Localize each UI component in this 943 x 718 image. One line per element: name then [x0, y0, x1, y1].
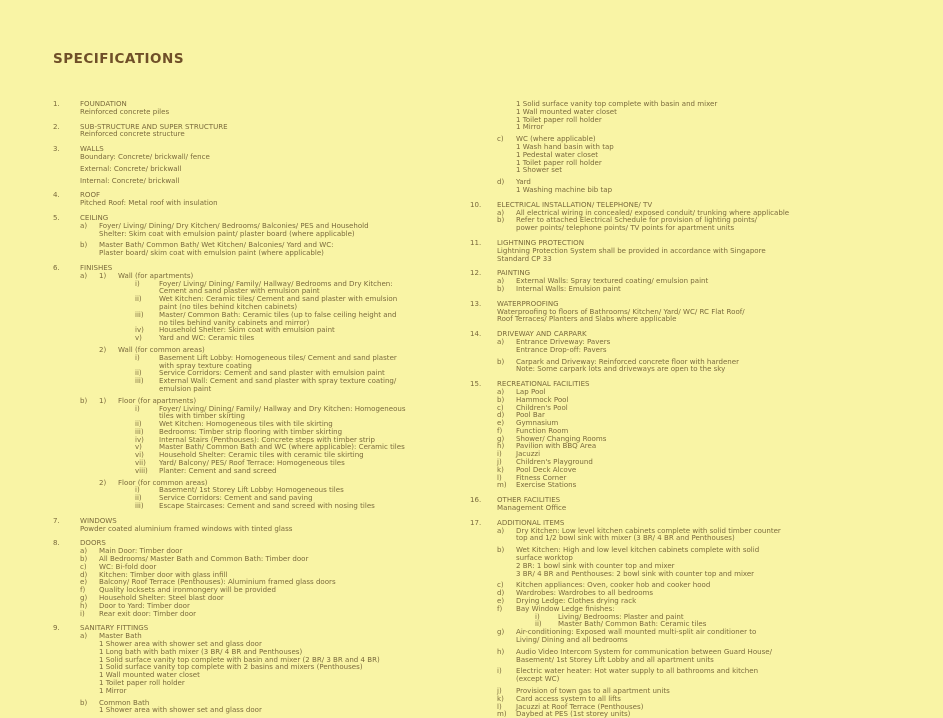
spec-line: Jacuzzi [516, 449, 541, 459]
spec-line: Bay Window Ledge finishes: [516, 603, 615, 613]
spec-section [53, 517, 453, 533]
spec-subitem [497, 442, 865, 450]
spec-line: 1 Toilet paper roll holder [516, 114, 602, 124]
section-number: 12. [470, 268, 482, 278]
spec-subitem [497, 481, 865, 489]
spec-subitem [99, 377, 453, 393]
spec-line: Rear exit door: Timber door [99, 608, 197, 618]
spec-line: Master/ Common Bath: Ceramic tiles (up to false ceiling height and [159, 309, 397, 319]
spec-line: Master Bath/ Common Bath and WC (where applicable): Ceramic tiles [159, 442, 405, 452]
spec-subitem [80, 699, 453, 715]
spec-section [470, 300, 865, 323]
spec-line: External Walls: Spray textured coating/ emulsion paint [516, 276, 709, 286]
spec-section [470, 380, 865, 489]
spec-line: Wet Kitchen: High and low level kitchen cabinets complete with solid [516, 545, 760, 555]
spec-line: Household Shelter: Steel blast door [99, 593, 224, 603]
spec-subitem [99, 295, 453, 311]
spec-section [53, 624, 453, 714]
spec-line: Exercise Stations [516, 480, 577, 490]
item-marker: a) [497, 276, 505, 286]
spec-line: Carpark and Driveway: Reinforced concrete floor with hardener [516, 356, 739, 366]
item-marker: 2) [99, 344, 107, 354]
spec-line: Basement/ 1st Storey Lift Lobby and all apartment units [516, 654, 714, 664]
spec-line: Service Corridors: Cement and sand plaster with emulsion paint [159, 368, 385, 378]
spec-line: All Bedrooms/ Master Bath and Common Bath: Timber door [99, 554, 309, 564]
finish-group [80, 272, 453, 342]
section-number: 10. [470, 199, 482, 209]
item-marker: a) [80, 631, 88, 641]
spec-subitem [497, 178, 865, 194]
spec-line: Internal: Concrete/ brickwall [80, 175, 180, 185]
item-marker: iii) [135, 309, 144, 319]
spec-line: Refer to attached Electrical Schedule for provision of lighting points/ [516, 215, 758, 225]
spec-line: (except WC) [516, 674, 560, 684]
section-number: 2. [53, 121, 60, 131]
spec-line: Door to Yard: Timber door [99, 600, 190, 610]
section-number: 5. [53, 212, 60, 222]
spec-subitem [80, 632, 453, 694]
spec-line: Escape Staircases: Cement and sand screed with nosing tiles [159, 501, 375, 511]
spec-line: OTHER FACILITIES [497, 495, 561, 505]
item-marker: m) [497, 480, 507, 490]
item-marker: e) [497, 418, 505, 428]
item-marker: a) [497, 207, 505, 217]
item-marker: vii) [135, 458, 146, 468]
item-marker: g) [497, 627, 505, 637]
section-number: 7. [53, 515, 60, 525]
spec-line: 1 Pedestal water closet [516, 149, 599, 159]
spec-line: surface worktop [516, 553, 573, 563]
spec-line: Roof Terraces/ Planters and Slabs where applicable [497, 314, 677, 324]
item-marker: a) [497, 336, 505, 346]
spec-line: SANITARY FITTINGS [80, 623, 149, 633]
sanitary-continued [470, 100, 865, 194]
spec-line: Living/ Dining and all bedrooms [516, 635, 628, 645]
item-marker: g) [497, 433, 505, 443]
section-number: 11. [470, 237, 482, 247]
spec-line: CEILING [80, 212, 109, 222]
item-marker: b) [80, 554, 88, 564]
spec-line: FOUNDATION [80, 99, 127, 108]
spec-section [470, 269, 865, 292]
spec-line: Wet Kitchen: Ceramic tiles/ Cement and sand plaster with emulsion [159, 294, 398, 304]
spec-section [53, 145, 453, 184]
spec-line: Internal Walls: Emulsion paint [516, 283, 621, 293]
section-number: 16. [470, 495, 482, 505]
spec-line: paint (no tiles behind kitchen cabinets) [159, 301, 298, 311]
spec-line: Children's Playground [516, 457, 593, 467]
spec-line: SUB-STRUCTURE AND SUPER STRUCTURE [80, 121, 228, 131]
spec-subitem [497, 358, 865, 374]
item-marker: a) [80, 546, 88, 556]
item-marker: iii) [135, 501, 144, 511]
spec-line: Planter: Cement and sand screed [159, 465, 277, 475]
section-number: 15. [470, 379, 482, 389]
right-column [470, 100, 865, 718]
item-marker: iv) [135, 325, 144, 335]
item-marker: d) [80, 569, 88, 579]
item-marker: ii) [135, 493, 142, 503]
spec-line: 1 Wall mounted water closet [99, 670, 200, 680]
spec-line: Pool Bar [516, 410, 545, 420]
item-marker: a) [497, 525, 505, 535]
section-number: 9. [53, 623, 60, 633]
spec-line: Jacuzzi at Roof Terrace (Penthouses) [516, 701, 644, 711]
spec-line: Balcony/ Roof Terrace (Penthouses): Aluminium framed glass doors [99, 577, 336, 587]
item-marker: l) [497, 701, 502, 711]
spec-line: Common Bath [99, 697, 150, 707]
spec-line: External Wall: Cement and sand plaster with spray texture coating/ [159, 376, 397, 386]
item-marker: b) [497, 283, 505, 293]
spec-line: DOORS [80, 538, 106, 548]
spec-line: Audio Video Intercom System for communication between Guard House/ [516, 646, 773, 656]
spec-line: Entrance Drop-off: Pavers [516, 344, 607, 354]
spec-line: 1 Shower area with shower set and glass door [99, 705, 262, 715]
spec-line: Floor (for apartments) [118, 395, 197, 405]
spec-line: Waterproofing to floors of Bathrooms/ Kitchen/ Yard/ WC/ RC Flat Roof/ [497, 306, 745, 316]
spec-line: DRIVEWAY AND CARPARK [497, 329, 587, 339]
spec-line: Living/ Bedrooms: Plaster and paint [558, 611, 684, 621]
spec-line: Reinforced concrete structure [80, 129, 185, 139]
spec-subitem [99, 334, 453, 342]
spec-line: Lap Pool [516, 386, 546, 396]
item-marker: b) [80, 697, 88, 707]
spec-line: Fitness Corner [516, 472, 567, 482]
spec-section [470, 330, 865, 373]
item-marker: c) [497, 580, 504, 590]
item-marker: m) [497, 709, 507, 718]
item-marker: ii) [135, 294, 142, 304]
item-marker: k) [497, 693, 504, 703]
item-marker: i) [135, 278, 140, 288]
spec-subitem [497, 135, 865, 174]
spec-line: Pitched Roof: Metal roof with insulation [80, 198, 218, 208]
item-marker: 1) [99, 395, 107, 405]
item-marker: b) [497, 215, 505, 225]
spec-subitem [80, 222, 453, 238]
spec-line: 1 Mirror [516, 122, 544, 132]
spec-line: Household Shelter: Ceramic tiles with ceramic tile skirting [159, 450, 364, 460]
spec-line: Floor (for common areas) [118, 477, 208, 487]
spec-section [53, 264, 453, 510]
spec-line: Basement Lift Lobby: Homogeneous tiles/ Cement and sand plaster [159, 352, 397, 362]
item-marker: g) [80, 593, 88, 603]
item-marker: l) [497, 472, 502, 482]
spec-line: Master Bath [99, 631, 142, 641]
spec-line: 1 Solid surface vanity top complete with basin and mixer (2 BR/ 3 BR and 4 BR) [99, 654, 380, 664]
item-marker: b) [80, 240, 88, 250]
spec-line: WC (where applicable) [516, 134, 596, 144]
spec-line: Kitchen: Timber door with glass infill [99, 569, 228, 579]
spec-line: 3 BR/ 4 BR and Penthouses: 2 bowl sink with counter top and mixer [516, 568, 755, 578]
spec-line: power points/ telephone points/ TV points for apartment units [516, 223, 735, 233]
spec-line: no tiles behind vanity cabinets and mirror) [159, 317, 310, 327]
spec-section [470, 239, 865, 262]
spec-line: 1 Solid surface vanity top complete with 2 basins and mixers (Penthouses) [99, 662, 363, 672]
spec-line: PAINTING [497, 268, 531, 278]
spec-subitem [497, 628, 865, 644]
spec-subitem [497, 285, 865, 293]
spec-subitem [497, 605, 865, 628]
item-marker: f) [497, 425, 503, 435]
item-marker: h) [497, 441, 505, 451]
spec-line: All electrical wiring in concealed/ exposed conduit/ trunking where applicable [516, 207, 790, 217]
spec-line: Bedrooms: Timber strip flooring with timber skirting [159, 426, 343, 436]
item-marker: i) [80, 608, 85, 618]
spec-line: Boundary: Concrete/ brickwall/ fence [80, 151, 210, 161]
finish-group [80, 397, 453, 475]
item-marker: v) [135, 442, 142, 452]
spec-line: 1 Mirror [99, 685, 127, 695]
spec-line: WATERPROOFING [497, 298, 559, 308]
spec-line: Wall (for common areas) [118, 344, 205, 354]
spec-line: Powder coated aluminium framed windows with tinted glass [80, 523, 293, 533]
spec-line: 1 Shower area with shower set and glass door [99, 639, 262, 649]
spec-section [470, 496, 865, 512]
item-marker: b) [497, 394, 505, 404]
spec-line: with spray texture coating [159, 360, 252, 370]
spec-line: Service Corridors: Cement and sand paving [159, 493, 313, 503]
spec-line: Dry Kitchen: Low level kitchen cabinets complete with solid timber counter [516, 525, 781, 535]
spec-line: Household Shelter: Skim coat with emulsion paint [159, 325, 335, 335]
spec-line: Standard CP 33 [497, 253, 552, 263]
spec-line: Plaster board/ skim coat with emulsion paint (where applicable) [99, 248, 324, 258]
spec-subitem [99, 467, 453, 475]
spec-section [53, 123, 453, 139]
spec-line: Cement and sand plaster with emulsion paint [159, 286, 320, 296]
item-marker: c) [80, 561, 87, 571]
item-marker: f) [497, 603, 503, 613]
spec-line: Drying Ledge: Clothes drying rack [516, 596, 637, 606]
spec-line: 1 Shower set [516, 165, 562, 175]
section-number: 13. [470, 298, 482, 308]
spec-section [470, 201, 865, 232]
spec-line: Internal Stairs (Penthouses): Concrete steps with timber strip [159, 434, 375, 444]
spec-line: Entrance Driveway: Pavers [516, 336, 611, 346]
item-marker: iii) [135, 426, 144, 436]
spec-line: emulsion paint [159, 383, 212, 393]
spec-section [53, 539, 453, 617]
spec-line: top and 1/2 bowl sink with mixer (3 BR/ 4 BR and Penthouses) [516, 533, 735, 543]
spec-line: tiles with timber skirting [159, 411, 245, 421]
item-marker: d) [497, 588, 505, 598]
spec-line: Master Bath/ Common Bath: Ceramic tiles [558, 619, 707, 629]
spec-subitem [99, 502, 453, 510]
spec-line: Pavilion with BBQ Area [516, 441, 597, 451]
item-marker: ii) [535, 619, 542, 629]
spec-line: Shelter: Skim coat with emulsion paint/ plaster board (where applicable) [99, 228, 355, 238]
spec-line: Reinforced concrete piles [80, 106, 170, 116]
spec-line: Foyer/ Living/ Dining/ Family/ Hallway/ Bedrooms and Dry Kitchen: [159, 278, 393, 288]
item-marker: v) [135, 333, 142, 343]
spec-line: ADDITIONAL ITEMS [497, 517, 565, 527]
spec-line: WINDOWS [80, 515, 117, 525]
item-marker: i) [535, 611, 540, 621]
spec-line: ELECTRICAL INSTALLATION/ TELEPHONE/ TV [497, 199, 653, 209]
spec-line: Air-conditioning: Exposed wall mounted multi-split air conditioner to [516, 627, 757, 637]
spec-line: Foyer/ Living/ Dining/ Dry Kitchen/ Bedrooms/ Balconies/ PES and Household [99, 220, 369, 230]
item-marker: b) [80, 395, 88, 405]
item-marker: d) [497, 410, 505, 420]
spec-line: Yard [516, 177, 531, 187]
item-marker: ii) [135, 368, 142, 378]
spec-subitem [99, 405, 453, 421]
section-number: 17. [470, 517, 482, 527]
spec-subitem [497, 338, 865, 354]
spec-line: Card access system to all lifts [516, 693, 621, 703]
spec-line: Electric water heater: Hot water supply to all bathrooms and kitchen [516, 666, 759, 676]
item-marker: i) [135, 485, 140, 495]
item-marker: 1) [99, 270, 107, 280]
item-marker: b) [497, 545, 505, 555]
spec-subitem [497, 216, 865, 232]
spec-line: Basement/ 1st Storey Lift Lobby: Homogeneous tiles [159, 485, 344, 495]
spec-subitem [497, 100, 865, 131]
spec-subitem [497, 667, 865, 683]
item-marker: i) [135, 352, 140, 362]
spec-line: Wet Kitchen: Homogeneous tiles with tile skirting [159, 419, 333, 429]
item-marker: viii) [135, 465, 148, 475]
item-marker: i) [497, 449, 502, 459]
spec-line: Master Bath/ Common Bath/ Wet Kitchen/ Balconies/ Yard and WC: [99, 240, 334, 250]
spec-subitem [80, 241, 453, 257]
item-marker: 2) [99, 477, 107, 487]
spec-line: Gymnasium [516, 418, 559, 428]
spec-line: Wardrobes: Wardrobes to all bedrooms [516, 588, 654, 598]
item-marker: i) [497, 666, 502, 676]
spec-subitem [497, 404, 865, 412]
spec-line: Hammock Pool [516, 394, 569, 404]
spec-line: Yard/ Balcony/ PES/ Roof Terrace: Homogeneous tiles [159, 458, 345, 468]
spec-line: 1 Solid surface vanity top complete with basin and mixer [516, 99, 718, 108]
spec-section [53, 191, 453, 207]
spec-subitem [99, 311, 453, 327]
item-marker: a) [80, 270, 88, 280]
item-marker: b) [497, 356, 505, 366]
spec-line: Children's Pool [516, 402, 568, 412]
spec-line: Wall (for apartments) [118, 270, 194, 280]
spec-subitem [497, 648, 865, 664]
spec-line: Note: Some carpark lots and driveways are open to the sky [516, 364, 726, 374]
item-marker: e) [497, 596, 505, 606]
spec-line: 1 Wash hand basin with tap [516, 141, 614, 151]
section-number: 14. [470, 329, 482, 339]
spec-subitem [99, 280, 453, 296]
spec-line: Pool Deck Alcove [516, 464, 577, 474]
spec-line: Quality locksets and ironmongery will be provided [99, 585, 276, 595]
finish-group [80, 479, 453, 510]
spec-line: RECREATIONAL FACILITIES [497, 379, 590, 389]
spec-line: Lightning Protection System shall be provided in accordance with Singapore [497, 245, 766, 255]
item-marker: i) [135, 403, 140, 413]
spec-line: WALLS [80, 144, 104, 154]
left-column [53, 100, 453, 714]
item-marker: e) [80, 577, 88, 587]
spec-line: 1 Toilet paper roll holder [99, 678, 185, 687]
item-marker: c) [497, 402, 504, 412]
item-marker: c) [497, 134, 504, 144]
item-marker: iii) [135, 376, 144, 386]
item-marker: j) [497, 457, 502, 467]
spec-line: Management Office [497, 503, 567, 513]
section-number: 6. [53, 262, 60, 272]
spec-line: 1 Washing machine bib tap [516, 184, 613, 194]
section-number: 4. [53, 190, 60, 200]
spec-line: Function Room [516, 425, 569, 435]
spec-subitem [497, 527, 865, 543]
item-marker: h) [497, 646, 505, 656]
spec-line: 1 Toilet paper roll holder [516, 157, 602, 167]
spec-line: Daybed at PES (1st storey units) [516, 709, 631, 718]
spec-line: 2 BR: 1 bowl sink with counter top and mixer [516, 560, 675, 570]
spec-line: 1 Wall mounted water closet [516, 106, 617, 116]
spec-line: ROOF [80, 190, 101, 200]
item-marker: j) [497, 686, 502, 695]
section-number: 3. [53, 144, 60, 154]
spec-line: FINISHES [80, 262, 113, 272]
spec-line: WC: Bi-fold door [99, 561, 157, 571]
section-number: 1. [53, 99, 60, 108]
spec-subitem [99, 354, 453, 370]
spec-line: LIGHTNING PROTECTION [497, 237, 584, 247]
spec-subitem [99, 326, 453, 334]
spec-section [53, 100, 453, 116]
finish-group [80, 346, 453, 393]
spec-section [470, 519, 865, 718]
spec-line: Yard and WC: Ceramic tiles [159, 333, 255, 343]
spec-subitem [497, 546, 865, 577]
spec-line: External: Concrete/ brickwall [80, 163, 182, 173]
section-number: 8. [53, 538, 60, 548]
item-marker: h) [80, 600, 88, 610]
spec-line: Shower/ Changing Rooms [516, 433, 607, 443]
spec-line: Foyer/ Living/ Dining/ Family/ Hallway and Dry Kitchen: Homogeneous [159, 403, 406, 413]
spec-line: Provision of town gas to all apartment units [516, 686, 670, 695]
page-title: SPECIFICATIONS [53, 51, 185, 67]
spec-line: Main Door: Timber door [99, 546, 183, 556]
spec-line: Kitchen appliances: Oven, cooker hob and cooker hood [516, 580, 711, 590]
spec-line: 1 Long bath with bath mixer (3 BR/ 4 BR and Penthouses) [99, 646, 303, 656]
item-marker: a) [497, 386, 505, 396]
spec-subitem [80, 610, 453, 618]
item-marker: f) [80, 585, 86, 595]
item-marker: a) [80, 220, 88, 230]
item-marker: ii) [135, 419, 142, 429]
item-marker: vi) [135, 450, 144, 460]
item-marker: d) [497, 177, 505, 187]
item-marker: k) [497, 464, 504, 474]
spec-section [53, 214, 453, 257]
item-marker: iv) [135, 434, 144, 444]
